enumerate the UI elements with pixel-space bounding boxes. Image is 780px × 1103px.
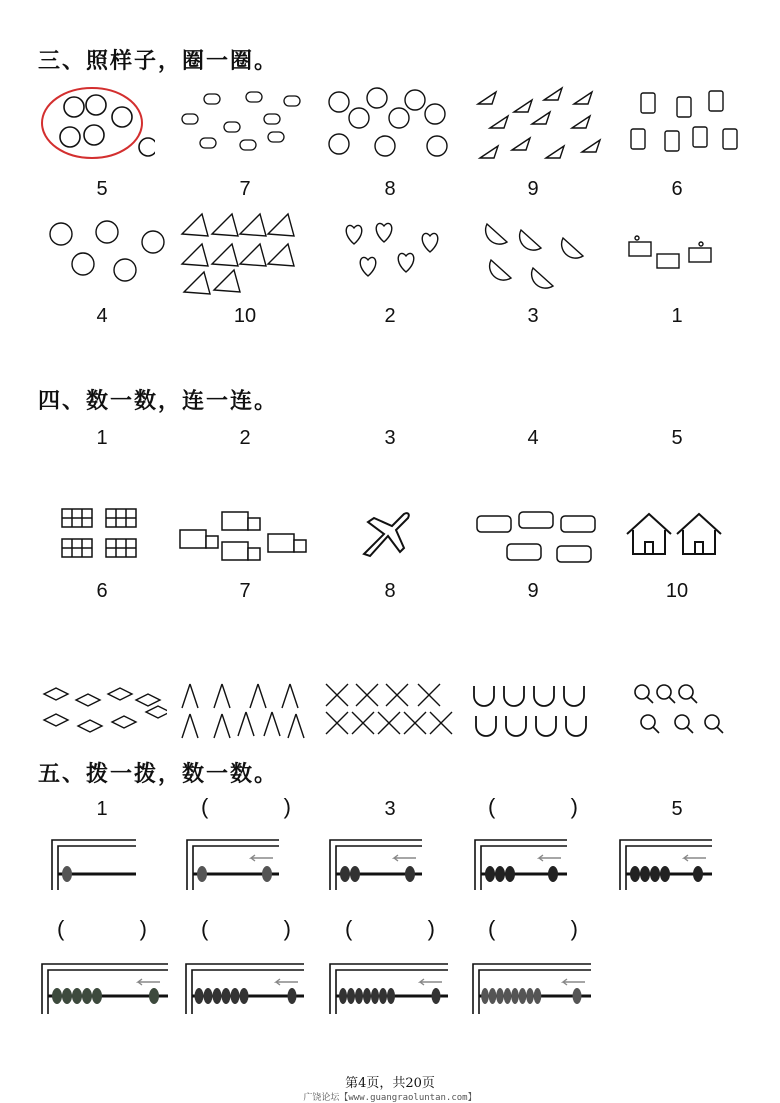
heart-group[interactable] [340, 218, 450, 283]
answer-blank[interactable] [488, 794, 578, 820]
paren-close: ) [427, 916, 435, 941]
abacus[interactable] [40, 962, 172, 1017]
paren-open: ( [488, 794, 496, 819]
arrow-left-icon [394, 855, 416, 861]
count-label: 6 [671, 178, 683, 200]
airplane-icon [364, 513, 409, 556]
drawing-compass-icon [182, 684, 304, 738]
pizza-group[interactable] [178, 210, 310, 295]
paren-close: ) [570, 916, 578, 941]
page-number: 第4页，共20页 [345, 1076, 435, 1091]
orange-icon [329, 88, 447, 156]
watermelon-group[interactable] [483, 220, 593, 290]
house-group[interactable] [625, 510, 725, 560]
arrow-left-icon [684, 855, 706, 861]
arrow-left-icon [539, 855, 561, 861]
abacus[interactable] [473, 838, 573, 893]
answer-blank[interactable] [201, 794, 291, 820]
magnet-icon [474, 686, 586, 736]
abacus[interactable] [184, 962, 309, 1017]
arrow-left-icon [251, 855, 273, 861]
match-number[interactable]: 10 [665, 580, 689, 602]
paren-open: ( [201, 916, 209, 941]
house-icon [627, 514, 721, 554]
paren-open: ( [345, 916, 353, 941]
count-label: 3 [527, 305, 539, 327]
cake-group[interactable] [625, 228, 720, 278]
match-number[interactable]: 2 [239, 427, 251, 449]
solar-panel-group[interactable] [58, 505, 143, 570]
heart-icon [346, 223, 438, 276]
abacus[interactable] [185, 838, 285, 893]
count-label: 1 [671, 305, 683, 327]
peach-icon [60, 95, 155, 156]
basketball-icon [50, 221, 164, 281]
burger-icon [182, 92, 300, 150]
delivery-truck-icon [180, 512, 306, 560]
paren-open: ( [488, 916, 496, 941]
abacus-label: 3 [384, 798, 396, 820]
graduation-cap-group[interactable] [42, 680, 167, 742]
magnet-group[interactable] [470, 682, 595, 742]
match-number[interactable]: 5 [671, 427, 683, 449]
arrow-left-icon [138, 979, 160, 985]
car-icon [477, 512, 595, 562]
pencil-ruler-group[interactable] [322, 680, 457, 740]
peach-group[interactable] [40, 85, 155, 165]
paren-close: ) [139, 916, 147, 941]
abacus[interactable] [50, 838, 142, 893]
paren-open: ( [57, 916, 65, 941]
graduation-cap-icon [44, 688, 167, 732]
arrow-left-icon [420, 979, 442, 985]
section3-heading: 三、照样子，圈一圈。 [38, 48, 279, 74]
paren-close: ) [283, 794, 291, 819]
abacus-bead [262, 866, 272, 882]
carrot-icon [478, 88, 600, 158]
section5-heading: 五、拨一拨，数一数。 [38, 761, 279, 787]
abacus-bead [197, 866, 207, 882]
count-label: 8 [384, 178, 396, 200]
basketball-group[interactable] [45, 218, 170, 288]
arrow-left-icon [276, 979, 298, 985]
orange-group[interactable] [325, 84, 455, 164]
answer-blank[interactable] [57, 916, 147, 942]
pencil-ruler-icon [326, 684, 452, 734]
count-label: 5 [96, 178, 108, 200]
watermelon-slice-icon [486, 224, 583, 288]
count-label: 10 [233, 305, 257, 327]
answer-blank[interactable] [345, 916, 435, 942]
cake-icon [629, 236, 711, 268]
example-circle [42, 88, 142, 158]
match-number[interactable]: 7 [239, 580, 251, 602]
match-number[interactable]: 1 [96, 427, 108, 449]
answer-blank[interactable] [201, 916, 291, 942]
match-number[interactable]: 6 [96, 580, 108, 602]
abacus[interactable] [328, 838, 428, 893]
carrot-group[interactable] [470, 84, 610, 164]
count-label: 4 [96, 305, 108, 327]
match-number[interactable]: 3 [384, 427, 396, 449]
abacus[interactable] [618, 838, 718, 893]
paren-close: ) [570, 794, 578, 819]
arrow-left-icon [563, 979, 585, 985]
magnifier-icon [635, 685, 723, 733]
count-label: 2 [384, 305, 396, 327]
count-label: 7 [239, 178, 251, 200]
car-group[interactable] [473, 508, 603, 570]
solar-panel-icon [62, 509, 136, 557]
match-number[interactable]: 9 [527, 580, 539, 602]
pizza-slice-icon [182, 214, 294, 294]
truck-group[interactable] [178, 508, 313, 568]
bottle-icon [631, 91, 737, 151]
answer-blank[interactable] [488, 916, 578, 942]
count-label: 9 [527, 178, 539, 200]
airplane-group[interactable] [358, 510, 413, 560]
match-number[interactable]: 4 [527, 427, 539, 449]
source-watermark: 广饶论坛【www.guangraoluntan.com】 [303, 1093, 477, 1103]
magnifier-group[interactable] [630, 682, 730, 744]
bottle-group[interactable] [625, 85, 745, 160]
section4-heading: 四、数一数，连一连。 [38, 388, 279, 414]
abacus[interactable] [328, 962, 453, 1017]
abacus[interactable] [471, 962, 596, 1017]
match-number[interactable]: 8 [384, 580, 396, 602]
abacus-bead [62, 866, 72, 882]
abacus-label: 1 [96, 798, 108, 820]
paren-close: ) [283, 916, 291, 941]
compass-group[interactable] [180, 680, 310, 742]
paren-open: ( [201, 794, 209, 819]
burger-group[interactable] [180, 90, 305, 160]
abacus-label: 5 [671, 798, 683, 820]
